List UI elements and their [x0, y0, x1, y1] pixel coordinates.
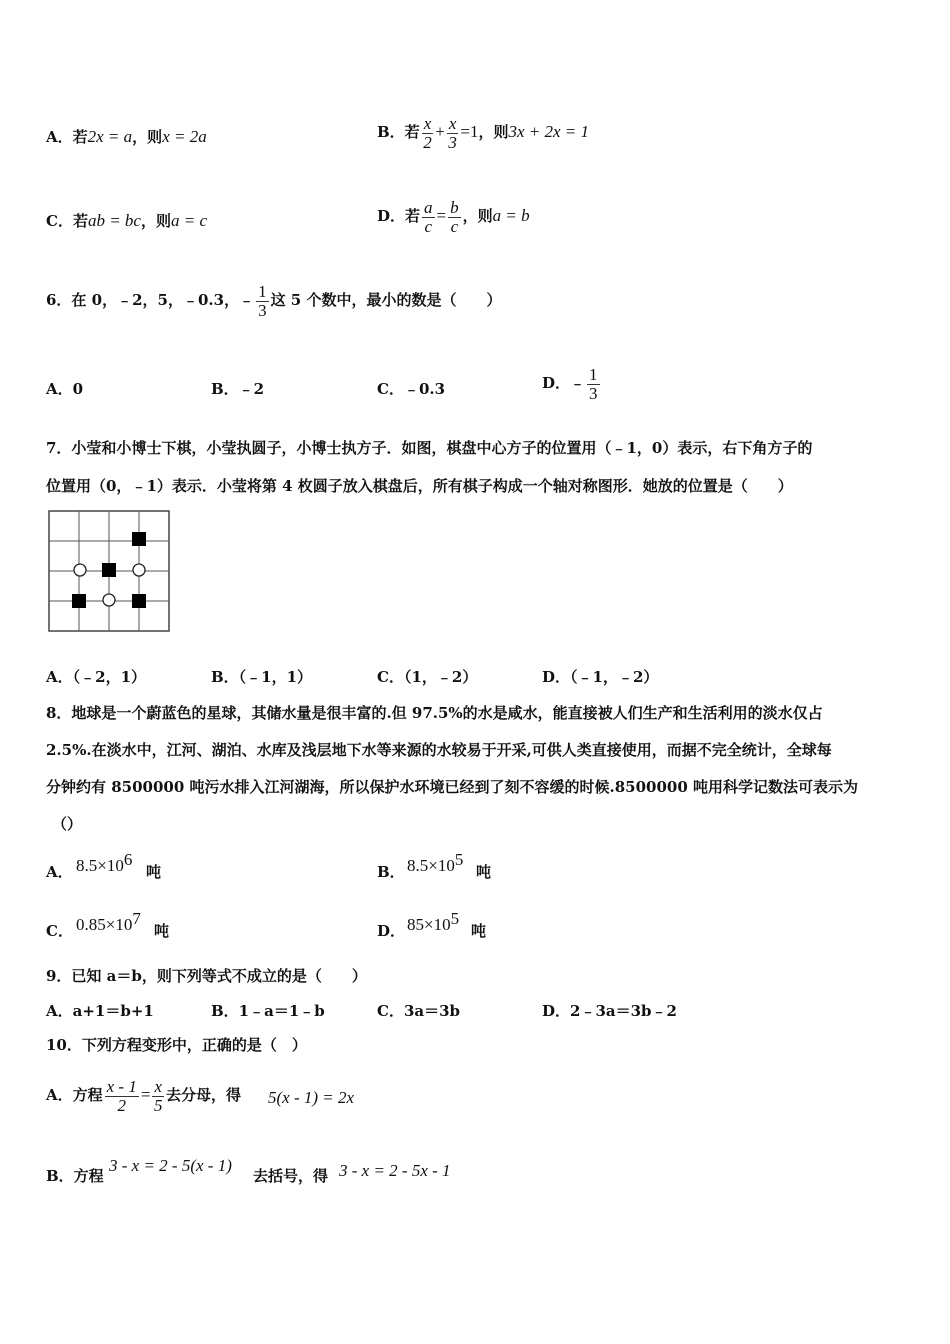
fraction: $\frac{x}{3}$: [448, 113, 457, 152]
q8-option-d-unit: 吨: [471, 922, 487, 940]
square-piece: [72, 594, 86, 608]
q7-option-a: A．（﹣2，1）: [46, 668, 147, 686]
q6-option-d: D．﹣ $\frac{1}{3}$: [542, 364, 598, 403]
fraction: $\frac{x}{2}$: [423, 113, 432, 152]
q7-option-b: B．（﹣1，1）: [211, 668, 313, 686]
square-piece: [132, 532, 146, 546]
round-piece: [133, 564, 145, 576]
q5-option-b: B．若 $\frac{x}{2}$ + $\frac{x}{3}$ =1，则3x + 2x = 1: [377, 113, 590, 152]
fraction: $\frac{x}{5}$: [153, 1076, 163, 1115]
fraction: $\frac{x - 1}{2}$: [106, 1076, 137, 1115]
round-piece: [103, 594, 115, 606]
fraction: $\frac{b}{c}$: [450, 197, 459, 236]
fraction: $\frac{1}{3}$: [258, 281, 267, 320]
q7-option-d: D．（﹣1，﹣2）: [542, 668, 659, 686]
q5-option-c: C．若ab = bc，则a = c: [46, 211, 208, 230]
q8-option-a: A．: [46, 863, 73, 881]
q8-option-b-value: $8.5\times 10^5$: [407, 850, 464, 875]
q7-stem-line1: 7．小莹和小博士下棋，小莹执圆子，小博士执方子．如图，棋盘中心方子的位置用（﹣1，0）表示，右下角方子的: [46, 439, 813, 457]
q9-option-b: B．1﹣a＝1﹣b: [211, 1002, 325, 1020]
q8-option-b: B．: [377, 863, 405, 881]
square-piece-center: [102, 563, 116, 577]
fraction: $\frac{a}{c}$: [424, 197, 433, 236]
q9-option-c: C．3a＝3b: [377, 1002, 461, 1020]
q8-stem-line3: 分钟约有 8500000 吨污水排入江河湖海，所以保护水环境已经到了刻不容缓的时候.8500000 吨用科学记数法可表示为: [46, 778, 859, 796]
q9-option-d: D．2﹣3a＝3b﹣2: [542, 1002, 677, 1020]
q8-stem-line1: 8．地球是一个蔚蓝色的星球，其储水量是很丰富的.但 97.5%的水是咸水，能直接被人们生产和生活利用的淡水仅占: [46, 704, 823, 722]
q10-option-b-equation: 3 - x = 2 - 5(x - 1): [109, 1156, 232, 1175]
square-piece-bottom-right: [132, 594, 146, 608]
q5-option-a: A．若2x = a，则x = 2a: [46, 127, 207, 146]
q6-option-a: A．0: [46, 380, 84, 398]
q6-option-b: B．﹣2: [211, 380, 265, 398]
q8-option-b-unit: 吨: [476, 863, 492, 881]
round-piece: [74, 564, 86, 576]
q8-stem-line2: 2.5%.在淡水中，江河、湖泊、水库及浅层地下水等来源的水较易于开采,可供人类直接使用，而据不完全统计，全球每: [46, 741, 832, 759]
q8-option-a-unit: 吨: [146, 863, 162, 881]
q6-stem: 6．在 0，﹣2，5，﹣0.3，﹣ $\frac{1}{3}$ 这 5 个数中，最小的数是（ ）: [46, 281, 502, 320]
q10-option-a-result: 5(x - 1) = 2x: [268, 1088, 355, 1107]
q8-option-d-value: $85\times 10^5$: [407, 909, 460, 934]
q8-stem-line4: （）: [52, 815, 83, 833]
chess-board-figure: [46, 508, 172, 634]
q7-stem-line2: 位置用（0，﹣1）表示．小莹将第 4 枚圆子放入棋盘后，所有棋子构成一个轴对称图形．她放的位置是（ ）: [46, 477, 793, 495]
q9-stem: 9．已知 a＝b，则下列等式不成立的是（ ）: [46, 967, 367, 985]
q8-option-a-value: $8.5\times 10^6$: [76, 850, 133, 875]
q7-option-c: C．（1，﹣2）: [377, 668, 478, 686]
q10-option-b-result: 3 - x = 2 - 5x - 1: [339, 1161, 451, 1180]
q8-option-c-value: $0.85\times 10^7$: [76, 909, 141, 934]
q8-option-c: C．: [46, 922, 73, 940]
q10-stem: 10．下列方程变形中，正确的是（ ）: [46, 1036, 307, 1054]
q10-option-a: A．方程 $\frac{x - 1}{2}$ = $\frac{x}{5}$ 去分母，得: [46, 1076, 242, 1115]
q5-option-d: D．若 $\frac{a}{c}$ = $\frac{b}{c}$ ，则a = b: [377, 197, 530, 236]
q6-option-c: C．﹣0.3: [377, 380, 446, 398]
fraction: $\frac{1}{3}$: [589, 364, 598, 403]
q9-option-a: A．a+1＝b+1: [46, 1002, 154, 1020]
q10-option-b-label: B．方程: [46, 1167, 104, 1185]
q8-option-c-unit: 吨: [154, 922, 170, 940]
q8-option-d: D．: [377, 922, 406, 940]
q10-option-b-mid: 去括号，得: [253, 1167, 329, 1185]
